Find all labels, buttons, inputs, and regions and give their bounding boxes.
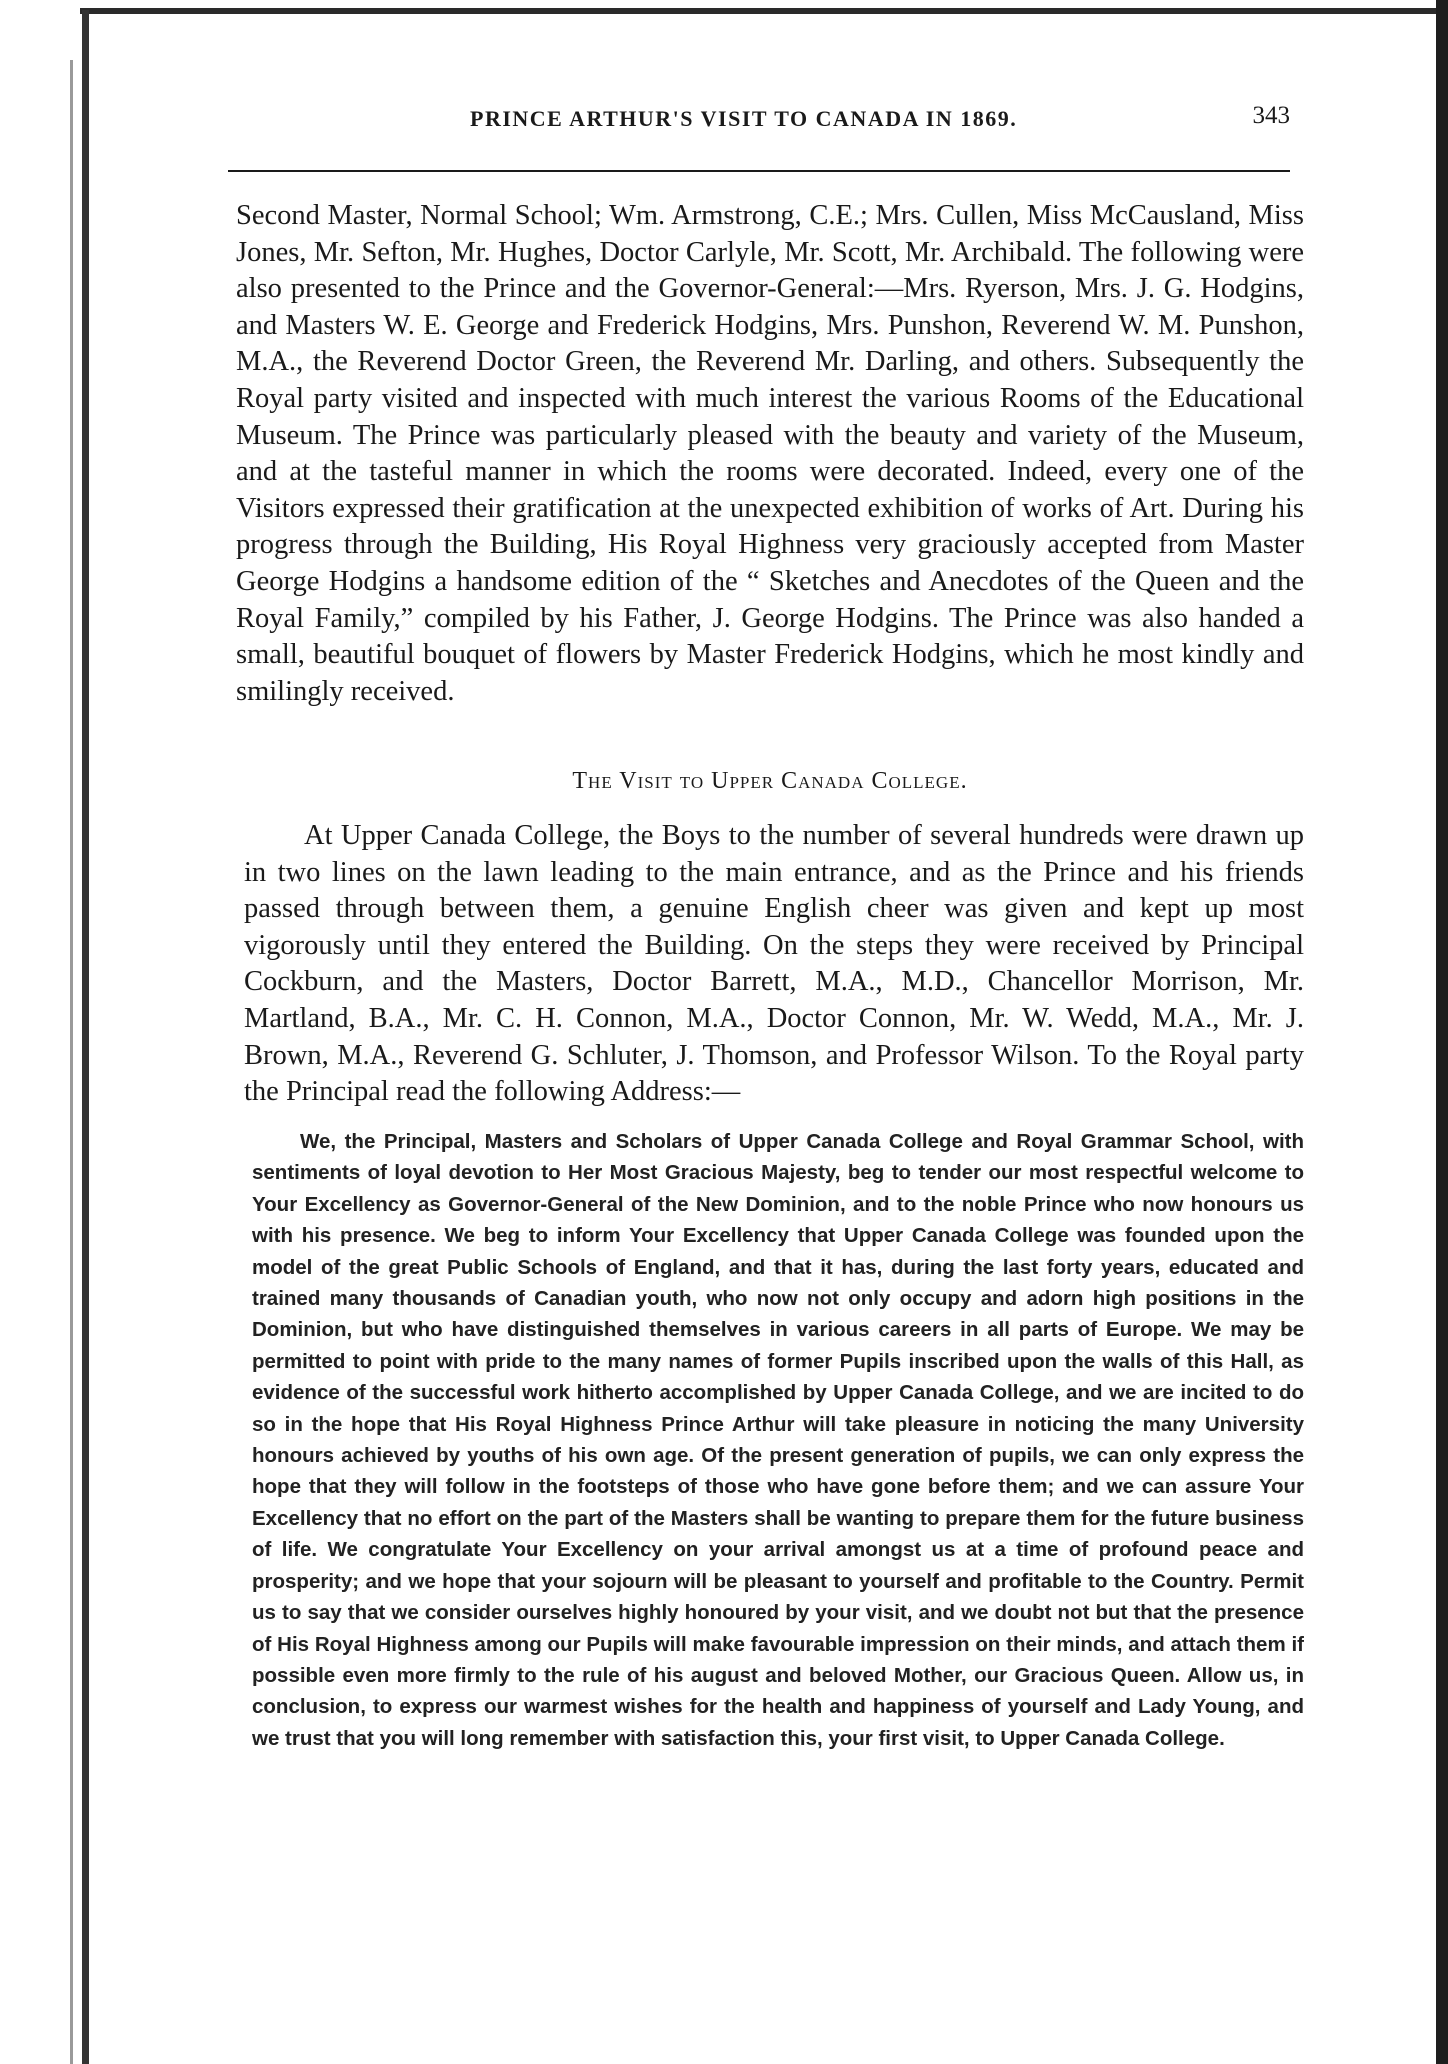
- running-head: [230, 100, 1290, 140]
- page-number: 343: [1252, 102, 1290, 129]
- header-rule: [228, 170, 1290, 172]
- running-title: PRINCE ARTHUR'S VISIT TO CANADA IN 1869.: [470, 106, 1018, 131]
- scan-edge-left: [82, 10, 89, 2064]
- scan-edge-right: [1436, 0, 1448, 2064]
- scan-edge-top: [80, 8, 1448, 14]
- scan-edge-left-shadow: [70, 60, 73, 2064]
- section-heading: The Visit to Upper Canada College.: [572, 768, 968, 794]
- college-visit-paragraph: At Upper Canada College, the Boys to the number of several hundreds were drawn up in two lines on the lawn leading to the main entrance, and as the Prince and his friends passed through between them, a genuine English cheer was given and kept up most vigorously until they entered the Building. On the steps they were received by Principal Cockburn, and the Masters, Doctor Barrett, M.A., M.D., Chancellor Morrison, Mr. Martland, B.A., Mr. C. H. Connon, M.A., Doctor Connon, Mr. W. Wedd, M.A., Mr. J. Brown, M.A., Reverend G. Schluter, J. Thomson, and Professor Wilson. To the Royal party the Principal read the following Address:—: [244, 820, 1304, 1108]
- continued-paragraph: Second Master, Normal School; Wm. Armstrong, C.E.; Mrs. Cullen, Miss McCausland, Miss Jones, Mr. Sefton, Mr. Hughes, Doctor Carlyle, Mr. Scott, Mr. Archibald. The following were also presented to the Prince and the Governor-General:—Mrs. Ryerson, Mrs. J. G. Hodgins, and Masters W. E. George and Frederick Hodgins, Mrs. Punshon, Reverend W. M. Punshon, M.A., the Reverend Doctor Green, the Reverend Mr. Darling, and others. Subsequently the Royal party visited and inspected with much interest the various Rooms of the Educational Museum. The Prince was particularly pleased with the beauty and variety of the Museum, and at the tasteful manner in which the rooms were decorated. Indeed, every one of the Visitors expressed their gratification at the unexpected exhibition of works of Art. During his progress through the Building, His Royal Highness very graciously accepted from Master George Hodgins a handsome edition of the “ Sketches and Anecdotes of the Queen and the Royal Family,” compiled by his Father, J. George Hodgins. The Prince was also handed a small, beautiful bouquet of flowers by Master Frederick Hodgins, which he most kindly and smilingly received.: [236, 200, 1304, 707]
- address-text: We, the Principal, Masters and Scholars of Upper Canada College and Royal Grammar School, with sentiments of loyal devotion to Her Most Gracious Majesty, beg to tender our most respectful welcome to Your Excellency as Governor-General of the New Dominion, and to the noble Prince who now honours us with his presence. We beg to inform Your Excellency that Upper Canada College was founded upon the model of the great Public Schools of England, and that it has, during the last forty years, educated and trained many thousands of Canadian youth, who now not only occupy and adorn high positions in the Dominion, but who have distinguished themselves in various careers in all parts of Europe. We may be permitted to point with pride to the many names of former Pupils inscribed upon the walls of this Hall, as evidence of the successful work hitherto accomplished by Upper Canada College, and we are incited to do so in the hope that His Royal Highness Prince Arthur will take pleasure in noticing the many University honours achieved by youths of his own age. Of the present generation of pupils, we can only express the hope that they will follow in the footsteps of those who have gone before them; and we can assure Your Excellency that no effort on the part of the Masters shall be wanting to prepare them for the future business of life. We congratulate Your Excellency on your arrival amongst us at a time of profound peace and prosperity; and we hope that your sojourn will be pleasant to yourself and profitable to the Country. Permit us to say that we consider ourselves highly honoured by your visit, and we doubt not but that the presence of His Royal Highness among our Pupils will make favourable impression on their minds, and attach them if possible even more firmly to the rule of his august and beloved Mother, our Gracious Queen. Allow us, in conclusion, to express our warmest wishes for the health and happiness of yourself and Lady Young, and we trust that you will long remember with satisfaction this, your first visit, to Upper Canada College.: [252, 1130, 1304, 1750]
